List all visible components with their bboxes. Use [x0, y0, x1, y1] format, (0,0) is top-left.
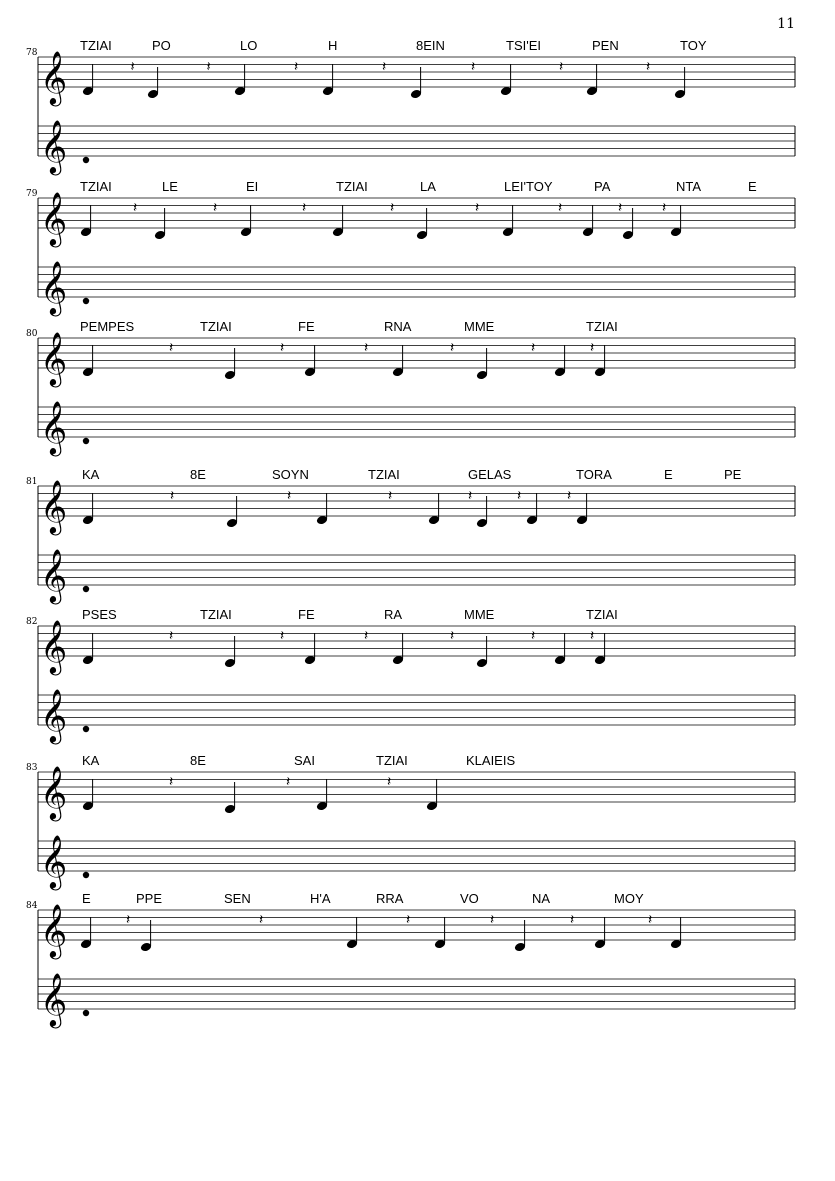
lyric-syllable: NA — [532, 891, 551, 906]
system-7 — [26, 891, 795, 1028]
lyric-syllable: PSES — [82, 607, 117, 622]
quarter-rest-icon: 𝄽 — [382, 59, 387, 75]
lyric-syllable: MOY — [614, 891, 644, 906]
lyric-syllable: GELAS — [468, 467, 512, 482]
note-head — [83, 1010, 89, 1016]
quarter-rest-icon: 𝄽 — [662, 200, 667, 216]
quarter-rest-icon: 𝄽 — [490, 912, 495, 928]
quarter-rest-icon: 𝄽 — [517, 488, 522, 504]
treble-clef-icon: 𝄞 — [40, 972, 68, 1026]
quarter-rest-icon: 𝄽 — [302, 200, 307, 216]
lyric-syllable: KA — [82, 467, 100, 482]
lyric-syllable: RA — [384, 607, 403, 622]
measure-number: 81 — [26, 477, 38, 487]
lyric-syllable: LE — [162, 179, 178, 194]
lyric-syllable: LA — [420, 179, 436, 194]
lyric-syllable: TZIAI — [200, 319, 232, 334]
lyric-syllable: TZIAI — [586, 607, 618, 622]
lyric-syllable: TZIAI — [80, 179, 112, 194]
quarter-rest-icon: 𝄽 — [648, 912, 653, 928]
lyric-syllable: TSI'EI — [506, 38, 541, 53]
quarter-rest-icon: 𝄽 — [126, 912, 131, 928]
treble-clef-icon: 𝄞 — [40, 834, 68, 888]
lyric-syllable: PE — [724, 467, 742, 482]
quarter-rest-icon: 𝄽 — [286, 774, 291, 790]
quarter-rest-icon: 𝄽 — [170, 488, 175, 504]
note-head — [83, 872, 89, 878]
lyric-syllable: TZIAI — [80, 38, 112, 53]
note-head — [83, 726, 89, 732]
quarter-rest-icon: 𝄽 — [475, 200, 480, 216]
quarter-rest-icon: 𝄽 — [130, 59, 135, 75]
treble-clef-icon: 𝄞 — [40, 903, 68, 957]
measure-number: 78 — [26, 48, 38, 58]
lyric-syllable: NTA — [676, 179, 702, 194]
quarter-rest-icon: 𝄽 — [590, 628, 595, 644]
lyric-syllable: EI — [246, 179, 259, 194]
lyric-syllable: PPE — [136, 891, 163, 906]
treble-clef-icon: 𝄞 — [40, 119, 68, 173]
treble-clef-icon: 𝄞 — [40, 50, 68, 104]
system-1 — [26, 38, 795, 175]
quarter-rest-icon: 𝄽 — [259, 912, 264, 928]
system-5 — [26, 607, 795, 744]
quarter-rest-icon: 𝄽 — [559, 59, 564, 75]
lyric-syllable: TZIAI — [200, 607, 232, 622]
lyric-syllable: E — [82, 891, 91, 906]
lyric-syllable: KA — [82, 753, 100, 768]
quarter-rest-icon: 𝄽 — [406, 912, 411, 928]
lyric-syllable: KLAIEIS — [466, 753, 516, 768]
treble-clef-icon: 𝄞 — [40, 479, 68, 533]
quarter-rest-icon: 𝄽 — [618, 200, 623, 216]
quarter-rest-icon: 𝄽 — [213, 200, 218, 216]
note-head — [83, 438, 89, 444]
lyric-syllable: H'A — [310, 891, 331, 906]
quarter-rest-icon: 𝄽 — [471, 59, 476, 75]
quarter-rest-icon: 𝄽 — [450, 628, 455, 644]
quarter-rest-icon: 𝄽 — [558, 200, 563, 216]
lyric-syllable: PEMPES — [80, 319, 135, 334]
quarter-rest-icon: 𝄽 — [133, 200, 138, 216]
lyric-syllable: 8EIN — [416, 38, 445, 53]
lyric-syllable: TZIAI — [586, 319, 618, 334]
quarter-rest-icon: 𝄽 — [287, 488, 292, 504]
quarter-rest-icon: 𝄽 — [169, 340, 174, 356]
lyric-syllable: FE — [298, 319, 315, 334]
treble-clef-icon: 𝄞 — [40, 400, 68, 454]
quarter-rest-icon: 𝄽 — [531, 628, 536, 644]
quarter-rest-icon: 𝄽 — [468, 488, 473, 504]
lyric-syllable: RRA — [376, 891, 404, 906]
lyric-syllable: 8E — [190, 753, 206, 768]
lyric-syllable: PA — [594, 179, 611, 194]
quarter-rest-icon: 𝄽 — [570, 912, 575, 928]
page-number: 11 — [777, 16, 795, 32]
quarter-rest-icon: 𝄽 — [280, 340, 285, 356]
lyric-syllable: E — [664, 467, 673, 482]
lyric-syllable: LO — [240, 38, 258, 53]
treble-clef-icon: 𝄞 — [40, 331, 68, 385]
quarter-rest-icon: 𝄽 — [364, 628, 369, 644]
treble-clef-icon: 𝄞 — [40, 548, 68, 602]
quarter-rest-icon: 𝄽 — [450, 340, 455, 356]
quarter-rest-icon: 𝄽 — [169, 628, 174, 644]
lyric-syllable: TZIAI — [336, 179, 368, 194]
lyric-syllable: H — [328, 38, 338, 53]
quarter-rest-icon: 𝄽 — [646, 59, 651, 75]
quarter-rest-icon: 𝄽 — [567, 488, 572, 504]
system-4 — [26, 467, 795, 604]
quarter-rest-icon: 𝄽 — [390, 200, 395, 216]
treble-clef-icon: 𝄞 — [40, 260, 68, 314]
system-3 — [26, 319, 795, 456]
treble-clef-icon: 𝄞 — [40, 619, 68, 673]
lyric-syllable: FE — [298, 607, 315, 622]
measure-number: 82 — [26, 617, 38, 627]
lyric-syllable: MME — [464, 607, 495, 622]
note-head — [83, 298, 89, 304]
lyric-syllable: VO — [460, 891, 479, 906]
lyric-syllable: TORA — [576, 467, 612, 482]
lyric-syllable: RNA — [384, 319, 412, 334]
quarter-rest-icon: 𝄽 — [169, 774, 174, 790]
note-head — [83, 157, 89, 163]
quarter-rest-icon: 𝄽 — [364, 340, 369, 356]
lyric-syllable: PEN — [592, 38, 619, 53]
lyric-syllable: TZIAI — [368, 467, 400, 482]
lyric-syllable: LEI'TOY — [504, 179, 553, 194]
lyric-syllable: MME — [464, 319, 495, 334]
treble-clef-icon: 𝄞 — [40, 765, 68, 819]
quarter-rest-icon: 𝄽 — [387, 774, 392, 790]
quarter-rest-icon: 𝄽 — [280, 628, 285, 644]
system-2 — [26, 179, 795, 316]
lyric-syllable: TOY — [680, 38, 707, 53]
quarter-rest-icon: 𝄽 — [388, 488, 393, 504]
lyric-syllable: TZIAI — [376, 753, 408, 768]
treble-clef-icon: 𝄞 — [40, 688, 68, 742]
lyric-syllable: SOYN — [272, 467, 309, 482]
quarter-rest-icon: 𝄽 — [294, 59, 299, 75]
lyric-syllable: 8E — [190, 467, 206, 482]
lyric-syllable: SAI — [294, 753, 315, 768]
note-head — [83, 586, 89, 592]
system-6 — [26, 753, 795, 890]
measure-number: 79 — [26, 189, 38, 199]
lyric-syllable: PO — [152, 38, 171, 53]
quarter-rest-icon: 𝄽 — [206, 59, 211, 75]
quarter-rest-icon: 𝄽 — [531, 340, 536, 356]
lyric-syllable: SEN — [224, 891, 251, 906]
treble-clef-icon: 𝄞 — [40, 191, 68, 245]
lyric-syllable: E — [748, 179, 757, 194]
measure-number: 80 — [26, 329, 38, 339]
quarter-rest-icon: 𝄽 — [590, 340, 595, 356]
measure-number: 83 — [26, 763, 38, 773]
measure-number: 84 — [26, 901, 38, 911]
